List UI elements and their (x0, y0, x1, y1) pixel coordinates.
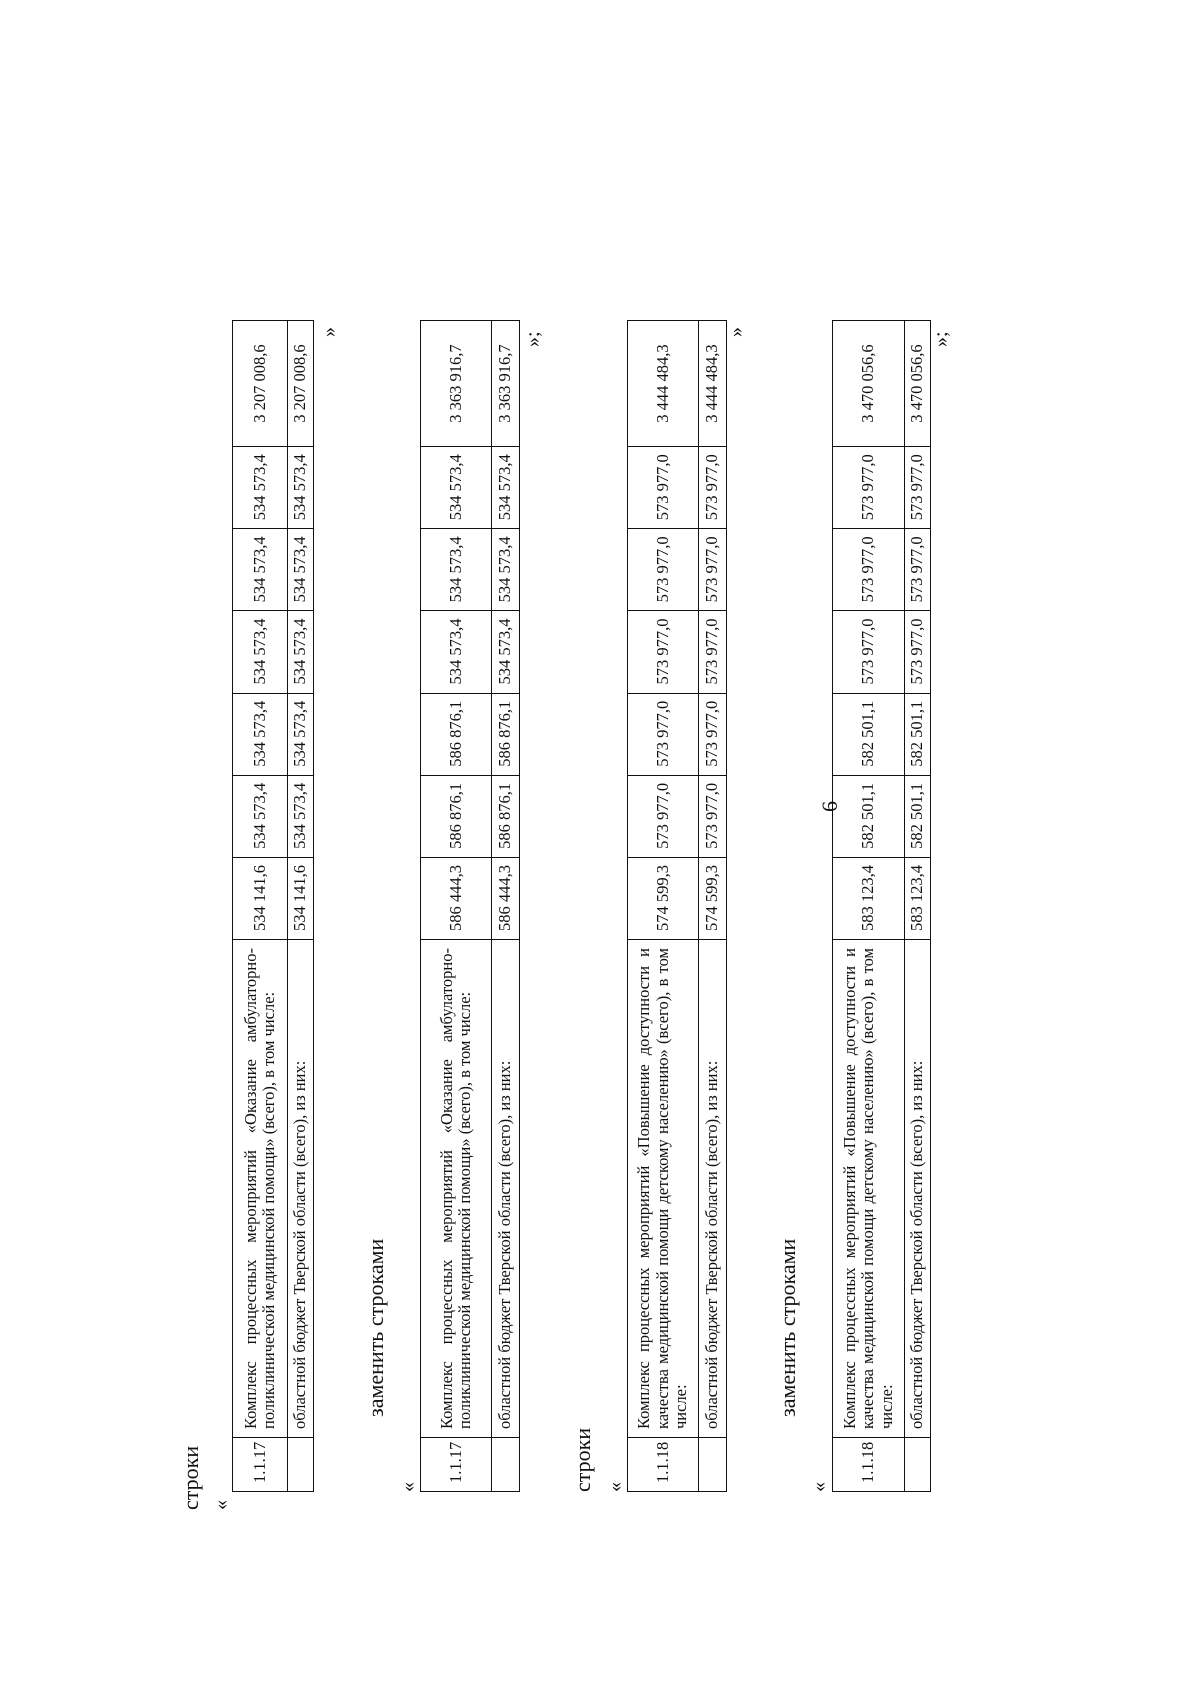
value-cell: 3 207 008,6 (288, 321, 314, 447)
value-cell: 586 444,3 (421, 857, 492, 939)
value-cell: 534 573,4 (421, 529, 492, 611)
value-cell: 573 977,0 (628, 529, 699, 611)
table-row (905, 321, 931, 1492)
value-cell: 574 599,3 (628, 857, 699, 939)
value-cell: 583 123,4 (905, 857, 931, 939)
value-cell: 3 363 916,7 (492, 321, 520, 447)
value-cell: 3 444 484,3 (699, 321, 727, 447)
row-code: 1.1.17 (421, 1438, 492, 1492)
section1-lead: строки (178, 1445, 203, 1510)
row-code: 1.1.17 (233, 1438, 288, 1492)
value-cell: 583 123,4 (833, 857, 905, 939)
section4-open-quote: « (808, 1482, 830, 1492)
row-description: областной бюджет Тверской области (всего), из них: (288, 940, 314, 1438)
value-cell: 573 977,0 (833, 529, 905, 611)
value-cell: 573 977,0 (628, 775, 699, 857)
row-code (492, 1438, 520, 1492)
value-cell: 586 876,1 (421, 775, 492, 857)
page-number: 6 (817, 801, 842, 812)
value-cell: 534 141,6 (288, 857, 314, 939)
value-cell: 586 444,3 (492, 857, 520, 939)
value-cell: 534 573,4 (492, 447, 520, 529)
value-cell: 3 363 916,7 (421, 321, 492, 447)
section3-table (627, 320, 727, 1492)
value-cell: 534 573,4 (233, 529, 288, 611)
table-row (833, 321, 905, 1492)
value-cell: 582 501,1 (833, 693, 905, 775)
row-description: Комплекс процессных мероприятий «Повышение доступности и качества медицинской помощи детскому населению» (всего), в том числе: (833, 940, 905, 1438)
value-cell: 3 470 056,6 (905, 321, 931, 447)
value-cell: 534 573,4 (421, 447, 492, 529)
row-code: 1.1.18 (628, 1438, 699, 1492)
value-cell: 534 573,4 (492, 529, 520, 611)
section1-table (232, 320, 314, 1492)
value-cell: 573 977,0 (628, 447, 699, 529)
value-cell: 573 977,0 (699, 447, 727, 529)
table-row (288, 321, 314, 1492)
value-cell: 582 501,1 (905, 693, 931, 775)
value-cell: 573 977,0 (905, 447, 931, 529)
section2-open-quote: « (397, 1482, 419, 1492)
row-description: Комплекс процессных мероприятий «Оказание амбулаторно-поликлинической медицинской помощи» (всего), в том числе: (421, 940, 492, 1438)
value-cell: 573 977,0 (699, 529, 727, 611)
row-code: 1.1.18 (833, 1438, 905, 1492)
section2-lead: заменить строками (363, 1238, 388, 1417)
value-cell: 534 141,6 (233, 857, 288, 939)
value-cell: 573 977,0 (833, 611, 905, 693)
value-cell: 534 573,4 (288, 611, 314, 693)
table-row (233, 321, 288, 1492)
value-cell: 534 573,4 (288, 693, 314, 775)
value-cell: 573 977,0 (628, 693, 699, 775)
section1-open-quote: « (210, 1500, 232, 1510)
value-cell: 534 573,4 (233, 611, 288, 693)
value-cell: 534 573,4 (233, 693, 288, 775)
section1-close-quote: » (318, 327, 340, 337)
value-cell: 534 573,4 (421, 611, 492, 693)
row-description: областной бюджет Тверской области (всего), из них: (699, 940, 727, 1438)
value-cell: 573 977,0 (833, 447, 905, 529)
value-cell: 3 207 008,6 (233, 321, 288, 447)
table-row (699, 321, 727, 1492)
value-cell: 534 573,4 (492, 611, 520, 693)
value-cell: 534 573,4 (233, 775, 288, 857)
value-cell: 573 977,0 (699, 693, 727, 775)
row-description: областной бюджет Тверской области (всего), из них: (905, 940, 931, 1438)
section4-close-quote: »; (930, 331, 952, 347)
section3-close-quote: » (725, 327, 747, 337)
row-description: областной бюджет Тверской области (всего), из них: (492, 940, 520, 1438)
table-row (628, 321, 699, 1492)
table-row (492, 321, 520, 1492)
value-cell: 586 876,1 (492, 693, 520, 775)
row-description: Комплекс процессных мероприятий «Повышение доступности и качества медицинской помощи детскому населению» (всего), в том числе: (628, 940, 699, 1438)
section4-table (832, 320, 931, 1492)
value-cell: 574 599,3 (699, 857, 727, 939)
value-cell: 573 977,0 (699, 611, 727, 693)
value-cell: 582 501,1 (905, 775, 931, 857)
value-cell: 573 977,0 (905, 529, 931, 611)
value-cell: 534 573,4 (233, 447, 288, 529)
section3-lead: строки (570, 1427, 595, 1492)
row-code (699, 1438, 727, 1492)
value-cell: 586 876,1 (492, 775, 520, 857)
section3-open-quote: « (604, 1482, 626, 1492)
value-cell: 582 501,1 (833, 775, 905, 857)
row-description: Комплекс процессных мероприятий «Оказание амбулаторно-поликлинической медицинской помощи» (всего), в том числе: (233, 940, 288, 1438)
value-cell: 573 977,0 (905, 611, 931, 693)
value-cell: 3 444 484,3 (628, 321, 699, 447)
section2-table (420, 320, 520, 1492)
value-cell: 534 573,4 (288, 529, 314, 611)
row-code (905, 1438, 931, 1492)
value-cell: 573 977,0 (699, 775, 727, 857)
value-cell: 3 470 056,6 (833, 321, 905, 447)
value-cell: 534 573,4 (288, 775, 314, 857)
value-cell: 586 876,1 (421, 693, 492, 775)
value-cell: 573 977,0 (628, 611, 699, 693)
row-code (288, 1438, 314, 1492)
value-cell: 534 573,4 (288, 447, 314, 529)
section2-close-quote: »; (522, 331, 544, 347)
section4-lead: заменить строками (775, 1238, 800, 1417)
table-row (421, 321, 492, 1492)
